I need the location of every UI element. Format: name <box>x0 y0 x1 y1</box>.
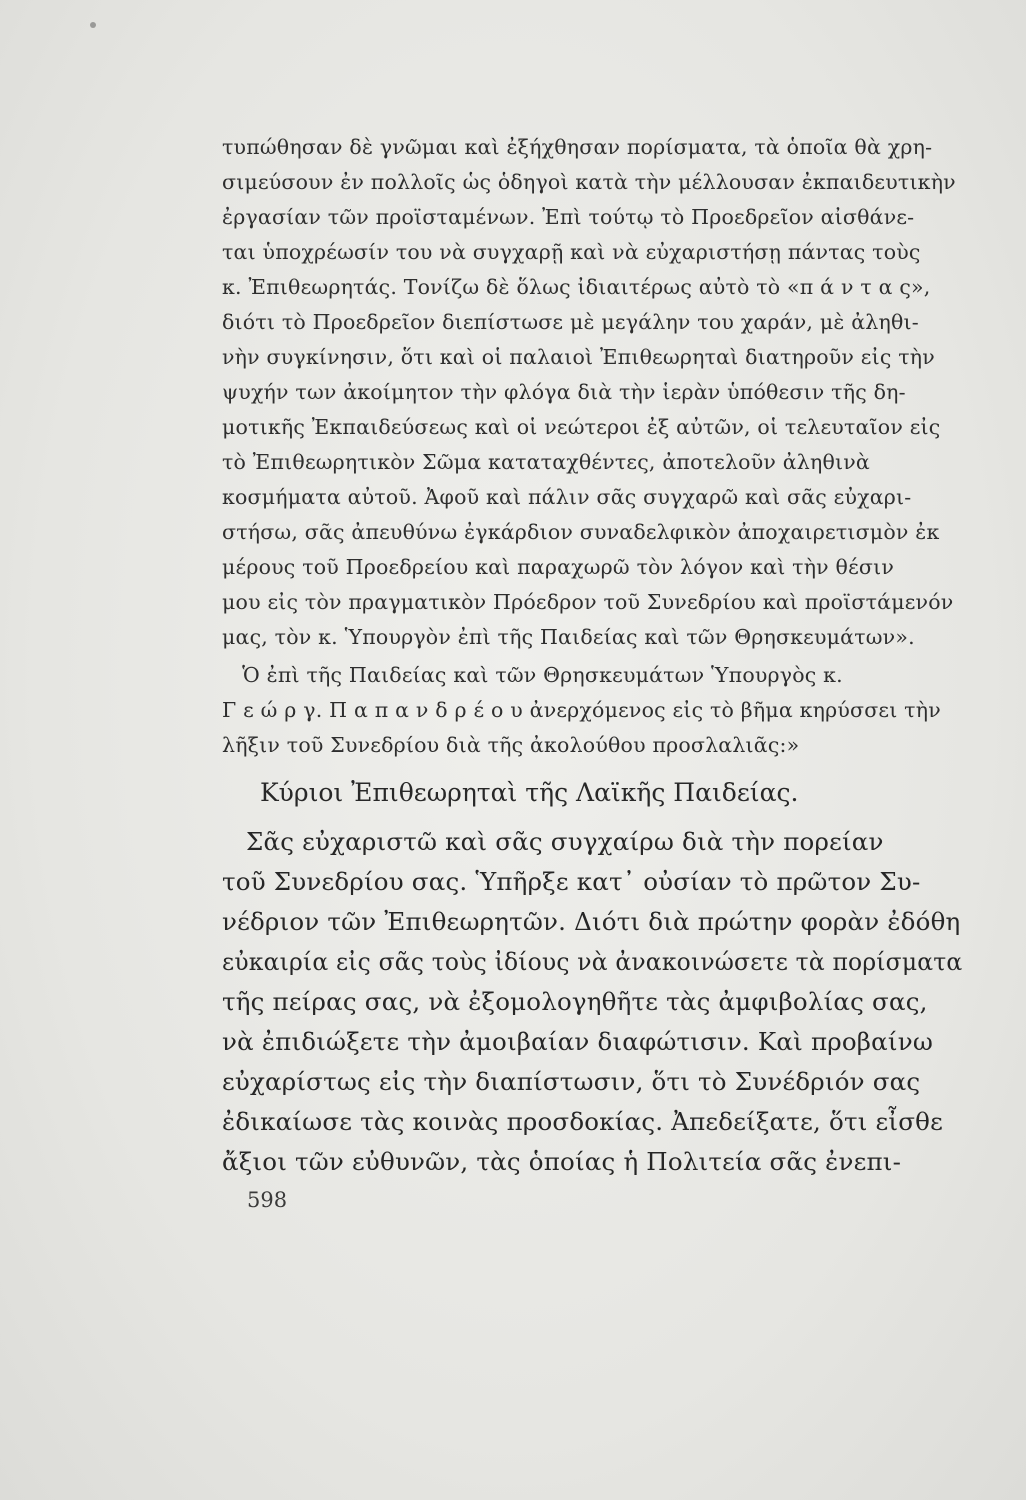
text-line: νὴν συγκίνησιν, ὅτι καὶ οἱ παλαιοὶ Ἐπιθεωρηταὶ διατηροῦν εἰς τὴν <box>222 345 935 369</box>
text-line: μου εἰς τὸν πραγματικὸν Πρόεδρον τοῦ Συνεδρίου καὶ προϊστάμενόν <box>222 590 954 614</box>
speech-heading: Κύριοι Ἐπιθεωρηταὶ τῆς Λαϊκῆς Παιδείας. <box>260 778 799 807</box>
text-line: τυπώθησαν δὲ γνῶμαι καὶ ἐξήχθησαν πορίσματα, τὰ ὁποῖα θὰ χρη- <box>222 135 933 159</box>
text-line: μας, τὸν κ. Ὑπουργὸν ἐπὶ τῆς Παιδείας καὶ τῶν Θρησκευμάτων». <box>222 625 915 649</box>
text-line: τῆς πείρας σας, νὰ ἐξομολογηθῆτε τὰς ἀμφιβολίας σας, <box>222 987 928 1016</box>
text-line: στήσω, σᾶς ἀπευθύνω ἐγκάρδιον συναδελφικὸν ἀποχαιρετισμὸν ἐκ <box>222 520 940 544</box>
page-speck <box>90 22 96 28</box>
text-line: ψυχήν των ἀκοίμητον τὴν φλόγα διὰ τὴν ἱερὰν ὑπόθεσιν τῆς δη- <box>222 380 906 404</box>
text-line: εὐχαρίστως εἰς τὴν διαπίστωσιν, ὅτι τὸ Συνέδριόν σας <box>222 1067 921 1096</box>
text-line: σιμεύσουν ἐν πολλοῖς ὡς ὁδηγοὶ κατὰ τὴν μέλλουσαν ἐκπαιδευτικὴν <box>222 170 956 194</box>
text-line: Σᾶς εὐχαριστῶ καὶ σᾶς συγχαίρω διὰ τὴν πορείαν <box>222 827 884 856</box>
text-line: διότι τὸ Προεδρεῖον διεπίστωσε μὲ μεγάλην του χαράν, μὲ ἀληθι- <box>222 310 919 334</box>
text-line: τὸ Ἐπιθεωρητικὸν Σῶμα καταταχθέντες, ἀποτελοῦν ἀληθινὰ <box>222 450 870 474</box>
text-line: ται ὑποχρέωσίν του νὰ συγχαρῇ καὶ νὰ εὐχαριστήσῃ πάντας τοὺς <box>222 240 921 264</box>
text-line: νέδριον τῶν Ἐπιθεωρητῶν. Διότι διὰ πρώτην φορὰν ἐδόθη <box>222 907 961 936</box>
text-line: Ὁ ἐπὶ τῆς Παιδείας καὶ τῶν Θρησκευμάτων Ὑπουργὸς κ. <box>222 663 843 687</box>
page-number: 598 <box>247 1188 288 1212</box>
text-line: Γ ε ώ ρ γ. Π α π α ν δ ρ έ ο υ ἀνερχόμενος εἰς τὸ βῆμα κηρύσσει τὴν <box>222 698 941 722</box>
text-line: ἄξιοι τῶν εὐθυνῶν, τὰς ὁποίας ἡ Πολιτεία σᾶς ἐνεπι- <box>222 1147 902 1176</box>
text-line: μοτικῆς Ἐκπαιδεύσεως καὶ οἱ νεώτεροι ἐξ αὐτῶν, οἱ τελευταῖον εἰς <box>222 415 941 439</box>
text-line: ἐδικαίωσε τὰς κοινὰς προσδοκίας. Ἀπεδείξατε, ὅτι εἶσθε <box>222 1107 943 1136</box>
text-line: τοῦ Συνεδρίου σας. Ὑπῆρξε κατ᾽ οὐσίαν τὸ πρῶτον Συ- <box>222 867 921 896</box>
text-line: ἐργασίαν τῶν προϊσταμένων. Ἐπὶ τούτῳ τὸ Προεδρεῖον αἰσθάνε- <box>222 205 915 229</box>
text-line: μέρους τοῦ Προεδρείου καὶ παραχωρῶ τὸν λόγον καὶ τὴν θέσιν <box>222 555 895 579</box>
text-line: λῆξιν τοῦ Συνεδρίου διὰ τῆς ἀκολούθου προσλαλιᾶς:» <box>222 733 800 757</box>
text-line: εὐκαιρία εἰς σᾶς τοὺς ἰδίους νὰ ἀνακοινώσετε τὰ πορίσματα <box>222 947 963 976</box>
text-line: νὰ ἐπιδιώξετε τὴν ἀμοιβαίαν διαφώτισιν. Καὶ προβαίνω <box>222 1027 933 1056</box>
text-line: κ. Ἐπιθεωρητάς. Τονίζω δὲ ὅλως ἰδιαιτέρως αὐτὸ τὸ «π ά ν τ α ς», <box>222 275 931 299</box>
text-line: κοσμήματα αὐτοῦ. Ἀφοῦ καὶ πάλιν σᾶς συγχαρῶ καὶ σᾶς εὐχαρι- <box>222 485 912 509</box>
